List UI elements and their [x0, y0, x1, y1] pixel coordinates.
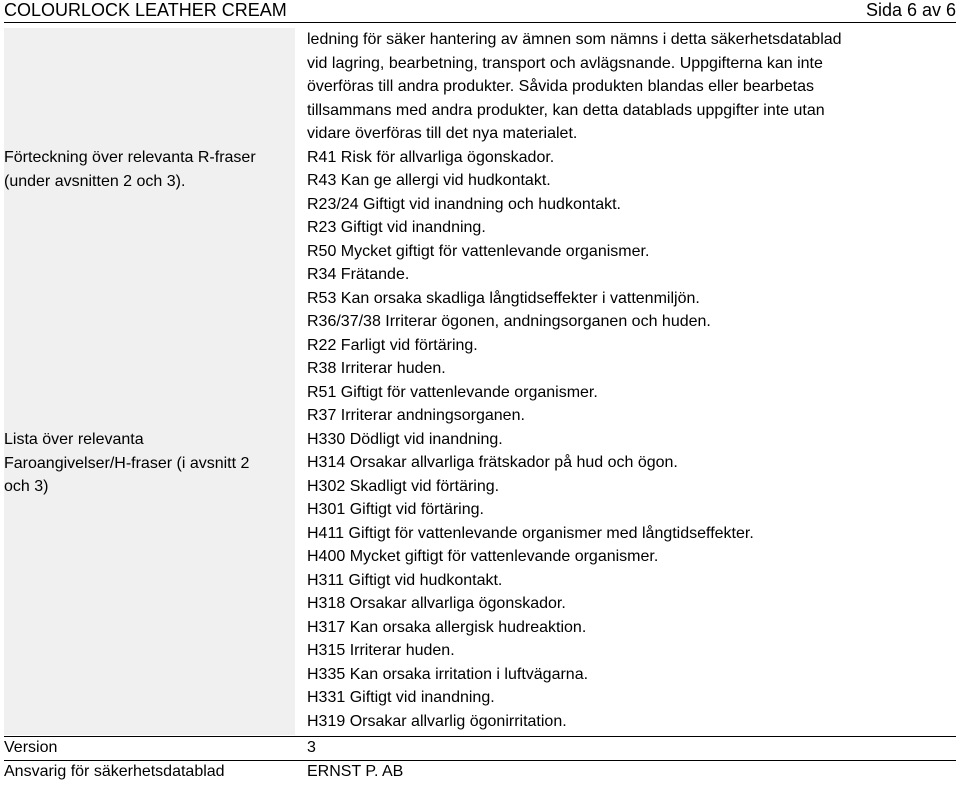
h-phrase-item: H311 Giftigt vid hudkontakt.	[307, 571, 503, 589]
document-header	[4, 0, 956, 23]
h-phrase-item: H335 Kan orsaka irritation i luftvägarna.	[307, 665, 589, 683]
r-phrase-item: R23 Giftigt vid inandning.	[307, 219, 486, 236]
h-phrase-item: H302 Skadligt vid förtäring.	[307, 477, 500, 495]
r-phrase-item: R41 Risk för allvarliga ögonskador.	[307, 148, 555, 166]
r-phrases-list	[307, 146, 952, 428]
r-phrase-item: R37 Irriterar andningsorganen.	[307, 407, 525, 424]
h-phrase-item: H314 Orsakar allvarliga frätskador på hud och ögon.	[307, 454, 678, 471]
responsible-value: ERNST P. AB	[307, 763, 404, 780]
h-phrases-list	[307, 428, 952, 734]
r-phrase-item: R38 Irriterar huden.	[307, 360, 446, 377]
version-value: 3	[307, 739, 316, 756]
h-phrase-item: H318 Orsakar allvarliga ögonskador.	[307, 595, 566, 612]
r-phrase-item: R23/24 Giftigt vid inandning och hudkontakt.	[307, 195, 621, 213]
h-phrase-item: H301 Giftigt vid förtäring.	[307, 501, 484, 518]
h-phrase-item: H315 Irriterar huden.	[307, 642, 455, 659]
r-phrase-item: R50 Mycket giftigt för vattenlevande organismer.	[307, 242, 650, 260]
h-phrase-item: H411 Giftigt för vattenlevande organismer med långtidseffekter.	[307, 524, 754, 542]
intro-paragraph	[307, 28, 952, 146]
label-column	[4, 28, 295, 735]
h-phrase-item: H317 Kan orsaka allergisk hudreaktion.	[307, 618, 587, 636]
footer-divider	[4, 736, 956, 737]
h-phrase-item: H330 Dödligt vid inandning.	[307, 430, 503, 448]
r-phrases-label: Förteckning över relevanta R-fraser (under avsnitten 2 och 3).	[4, 149, 256, 190]
content-column	[307, 28, 952, 733]
r-phrase-item: R34 Frätande.	[307, 266, 410, 283]
r-phrase-item: R53 Kan orsaka skadliga långtidseffekter i vattenmiljön.	[307, 289, 700, 307]
version-label: Version	[4, 739, 58, 756]
h-phrase-item: H331 Giftigt vid inandning.	[307, 689, 495, 706]
h-phrase-item: H319 Orsakar allvarlig ögonirritation.	[307, 712, 567, 730]
document-title: COLOURLOCK LEATHER CREAM	[4, 0, 287, 20]
r-phrase-item: R51 Giftigt för vattenlevande organismer.	[307, 383, 598, 401]
r-phrase-item: R36/37/38 Irriterar ögonen, andningsorganen och huden.	[307, 313, 711, 330]
h-phrase-item: H400 Mycket giftigt för vattenlevande organismer.	[307, 548, 659, 565]
responsible-label: Ansvarig för säkerhetsdatablad	[4, 763, 225, 780]
intro-line: vidare överföras till det nya materialet.	[307, 125, 578, 142]
r-phrase-item: R22 Farligt vid förtäring.	[307, 336, 478, 354]
intro-line: tillsammans med andra produkter, kan detta datablads uppgifter inte utan	[307, 101, 825, 119]
intro-line: överföras till andra produkter. Såvida produkten blandas eller bearbetas	[307, 78, 814, 95]
r-phrase-item: R43 Kan ge allergi vid hudkontakt.	[307, 172, 551, 189]
intro-line: vid lagring, bearbetning, transport och avlägsnande. Uppgifterna kan inte	[307, 54, 823, 72]
intro-line: ledning för säker hantering av ämnen som nämns i detta säkerhetsdatablad	[307, 31, 842, 48]
h-phrases-label: Lista över relevanta Faroangivelser/H-fraser (i avsnitt 2 och 3)	[4, 431, 250, 495]
page-number: Sida 6 av 6	[865, 0, 956, 20]
